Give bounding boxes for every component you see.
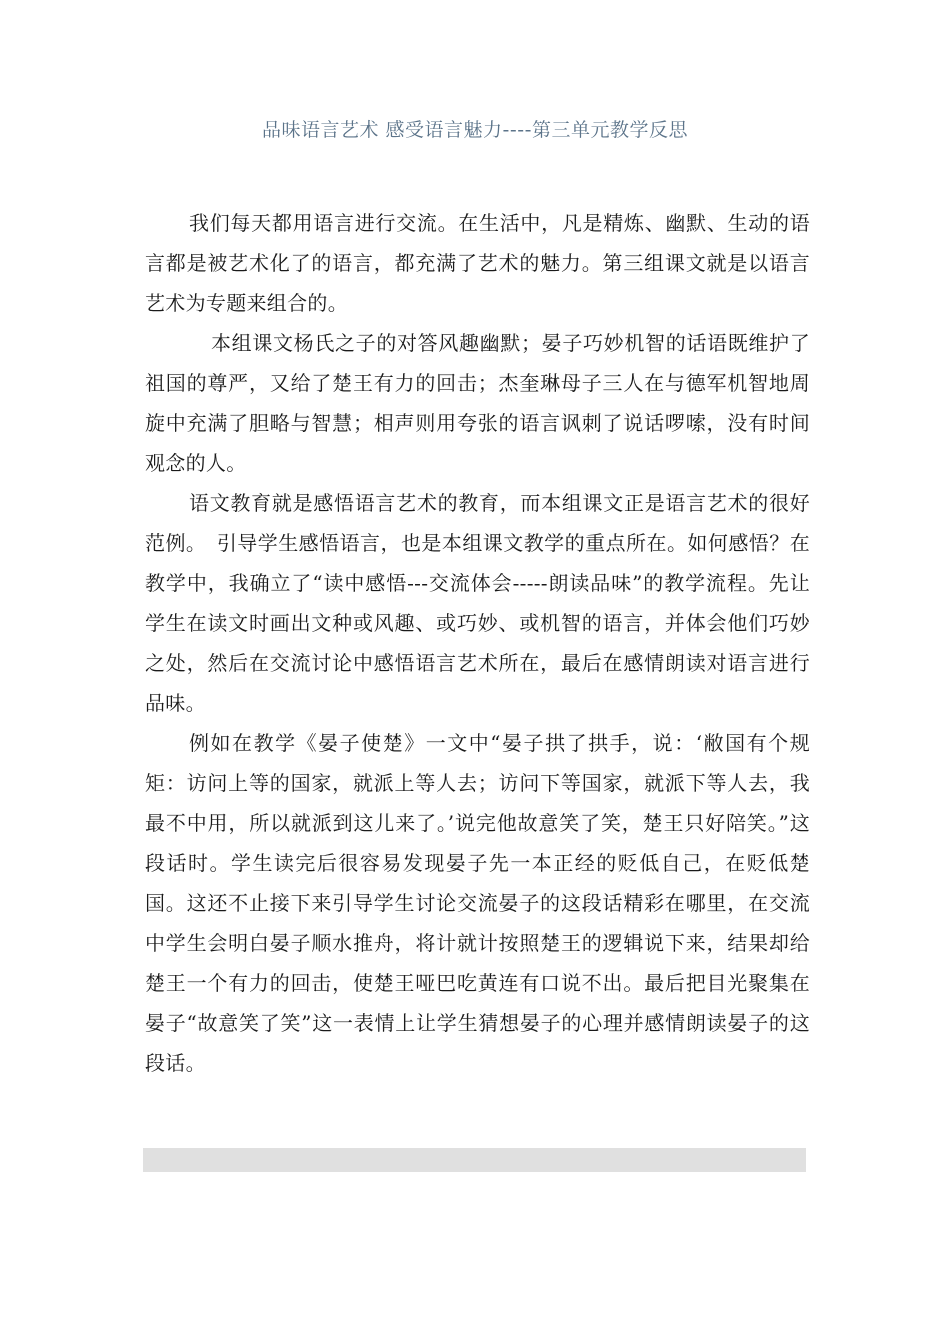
footer-divider-bar	[143, 1148, 806, 1172]
document-title: 品味语言艺术 感受语言魅力----第三单元教学反思	[262, 119, 688, 141]
paragraph: 语文教育就是感悟语言艺术的教育，而本组课文正是语言艺术的很好范例。 引导学生感悟语言，也是本组课文教学的重点所在。如何感悟？在教学中，我确立了“读中感悟---交流体会-----朗读品味”的教学流程。先让学生在读文时画出文种或风趣、或巧妙、或机智的语言，并体会他们巧妙之处，然后在交流讨论中感悟语言艺术所在，最后在感情朗读对语言进行品味。	[145, 491, 810, 715]
document-body	[145, 203, 810, 1083]
paragraph: 例如在教学《晏子使楚》一文中“晏子拱了拱手，说：‘敝国有个规矩：访问上等的国家，就派上等人去；访问下等国家，就派下等人去，我最不中用，所以就派到这儿来了。’说完他故意笑了笑，楚王只好陪笑。”这段话时。学生读完后很容易发现晏子先一本正经的贬低自己，在贬低楚国。这还不止接下来引导学生讨论交流晏子的这段话精彩在哪里，在交流中学生会明白晏子顺水推舟，将计就计按照楚王的逻辑说下来，结果却给楚王一个有力的回击，使楚王哑巴吃黄连有口说不出。最后把目光聚集在晏子“故意笑了笑”这一表情上让学生猜想晏子的心理并感情朗读晏子的这段话。	[145, 731, 810, 1075]
paragraph: 本组课文杨氏之子的对答风趣幽默；晏子巧妙机智的话语既维护了祖国的尊严，又给了楚王有力的回击；杰奎琳母子三人在与德军机智地周旋中充满了胆略与智慧；相声则用夸张的语言讽刺了说话啰嗦，没有时间观念的人。	[145, 331, 810, 475]
paragraph: 我们每天都用语言进行交流。在生活中，凡是精炼、幽默、生动的语言都是被艺术化了的语言，都充满了艺术的魅力。第三组课文就是以语言艺术为专题来组合的。	[145, 211, 810, 315]
